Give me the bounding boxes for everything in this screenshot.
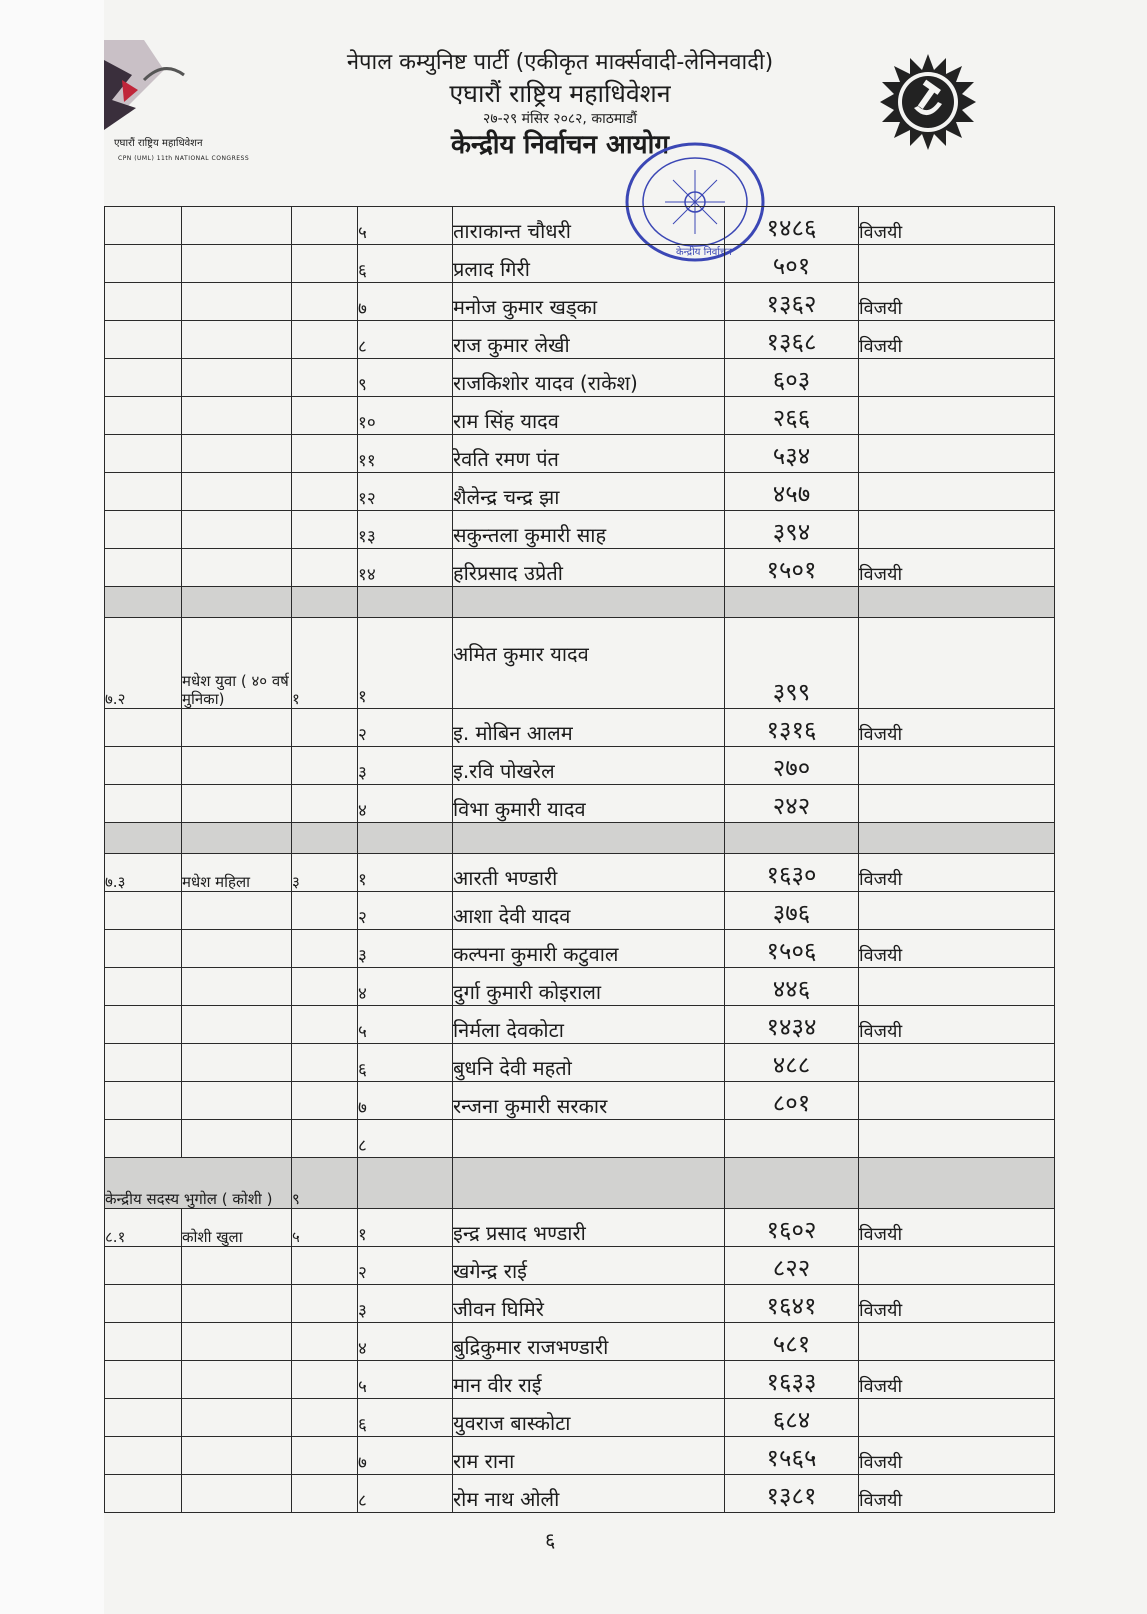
table-row — [105, 1209, 1055, 1247]
serial-number: ७ — [358, 1082, 453, 1120]
logo-caption: एघारौं राष्ट्रिय महाधिवेशन — [114, 138, 203, 149]
vote-count: ५८१ — [725, 1323, 859, 1361]
vote-count: २६६ — [725, 397, 859, 435]
candidate-name: हरिप्रसाद उप्रेती — [453, 549, 725, 587]
convention-logo-graphic — [104, 40, 264, 140]
seat-count: १ — [292, 618, 358, 709]
category-name: कोशी खुला — [182, 1209, 292, 1247]
vote-count: १३८१ — [725, 1475, 859, 1513]
vote-count: ४५७ — [725, 473, 859, 511]
result-status: विजयी — [859, 283, 1055, 321]
result-status — [859, 245, 1055, 283]
candidate-name: राम राना — [453, 1437, 725, 1475]
result-status — [859, 1399, 1055, 1437]
serial-number: १ — [358, 618, 453, 709]
candidate-name: बुद्रिकुमार राजभण्डारी — [453, 1323, 725, 1361]
vote-count: १५०१ — [725, 549, 859, 587]
vote-count: १३६८ — [725, 321, 859, 359]
category-code: ७.२ — [105, 618, 182, 709]
table-row — [105, 511, 1055, 549]
serial-number: ५ — [358, 207, 453, 245]
vote-count: ३७६ — [725, 892, 859, 930]
serial-number: ७ — [358, 283, 453, 321]
candidate-name: इ.रवि पोखरेल — [453, 747, 725, 785]
result-status — [859, 1120, 1055, 1158]
result-status: विजयी — [859, 1475, 1055, 1513]
category-code: ८.१ — [105, 1209, 182, 1247]
result-status — [859, 1044, 1055, 1082]
serial-number: १३ — [358, 511, 453, 549]
section-separator — [105, 823, 1055, 854]
seat-count: ५ — [292, 1209, 358, 1247]
serial-number: ५ — [358, 1361, 453, 1399]
group-label: केन्द्रीय सदस्य भुगोल ( कोशी ) — [105, 1158, 292, 1209]
table-row — [105, 435, 1055, 473]
vote-count: १६३३ — [725, 1361, 859, 1399]
vote-count: १६०२ — [725, 1209, 859, 1247]
candidate-name: आशा देवी यादव — [453, 892, 725, 930]
stamp-text: केन्द्रीय निर्वाचन — [676, 247, 732, 258]
vote-count: १५६५ — [725, 1437, 859, 1475]
table-row — [105, 1437, 1055, 1475]
table-row — [105, 618, 1055, 709]
serial-number: ६ — [358, 1399, 453, 1437]
candidate-name: रन्जना कुमारी सरकार — [453, 1082, 725, 1120]
table-row — [105, 1120, 1055, 1158]
category-code: ७.३ — [105, 854, 182, 892]
vote-count: १३६२ — [725, 283, 859, 321]
candidate-name: रोम नाथ ओली — [453, 1475, 725, 1513]
vote-count: ६०३ — [725, 359, 859, 397]
serial-number: ३ — [358, 1285, 453, 1323]
commission-title: केन्द्रीय निर्वाचन आयोग — [450, 130, 670, 160]
group-header-row — [105, 1158, 1055, 1209]
serial-number: ८ — [358, 1475, 453, 1513]
serial-number: ७ — [358, 1437, 453, 1475]
candidate-name — [453, 1120, 725, 1158]
serial-number: ५ — [358, 1006, 453, 1044]
result-status — [859, 618, 1055, 709]
vote-count: २४२ — [725, 785, 859, 823]
serial-number: ८ — [358, 321, 453, 359]
table-row — [105, 1044, 1055, 1082]
serial-number: ११ — [358, 435, 453, 473]
result-status — [859, 397, 1055, 435]
serial-number: ९ — [358, 359, 453, 397]
serial-number: ४ — [358, 1323, 453, 1361]
serial-number: १२ — [358, 473, 453, 511]
vote-count: १४३४ — [725, 1006, 859, 1044]
serial-number: ४ — [358, 785, 453, 823]
result-status — [859, 511, 1055, 549]
table-row — [105, 1006, 1055, 1044]
candidate-name: इन्द्र प्रसाद भण्डारी — [453, 1209, 725, 1247]
result-status — [859, 359, 1055, 397]
table-row — [105, 747, 1055, 785]
candidate-name: दुर्गा कुमारी कोइराला — [453, 968, 725, 1006]
candidate-name: जीवन घिमिरे — [453, 1285, 725, 1323]
table-row — [105, 785, 1055, 823]
table-row — [105, 930, 1055, 968]
serial-number: ४ — [358, 968, 453, 1006]
vote-count: १६४१ — [725, 1285, 859, 1323]
serial-number: ६ — [358, 1044, 453, 1082]
vote-count: १३१६ — [725, 709, 859, 747]
candidate-name: अमित कुमार यादव — [453, 618, 725, 709]
result-status — [859, 1323, 1055, 1361]
table-row — [105, 473, 1055, 511]
candidate-name: मनोज कुमार खड्का — [453, 283, 725, 321]
table-row — [105, 854, 1055, 892]
table-row — [105, 1323, 1055, 1361]
group-seat-count: ९ — [292, 1158, 358, 1209]
candidate-name: निर्मला देवकोटा — [453, 1006, 725, 1044]
candidate-name: आरती भण्डारी — [453, 854, 725, 892]
candidate-name: विभा कुमारी यादव — [453, 785, 725, 823]
serial-number: २ — [358, 709, 453, 747]
candidate-name: राज कुमार लेखी — [453, 321, 725, 359]
candidate-name: खगेन्द्र राई — [453, 1247, 725, 1285]
result-status: विजयी — [859, 207, 1055, 245]
result-status: विजयी — [859, 1006, 1055, 1044]
result-status — [859, 968, 1055, 1006]
candidate-name: मान वीर राई — [453, 1361, 725, 1399]
category-name: मधेश महिला — [182, 854, 292, 892]
table-row — [105, 1285, 1055, 1323]
table-row — [105, 1082, 1055, 1120]
vote-count: ८०१ — [725, 1082, 859, 1120]
table-row — [105, 397, 1055, 435]
seat-count: ३ — [292, 854, 358, 892]
table-row — [105, 283, 1055, 321]
result-status — [859, 1247, 1055, 1285]
candidate-name: कल्पना कुमारी कटुवाल — [453, 930, 725, 968]
table-row — [105, 245, 1055, 283]
convention-title: एघारौं राष्ट्रिय महाधिवेशन — [449, 79, 671, 108]
page-edge — [0, 0, 104, 1614]
candidate-name: रेवति रमण पंत — [453, 435, 725, 473]
convention-logo — [104, 40, 264, 180]
candidate-name: युवराज बास्कोटा — [453, 1399, 725, 1437]
candidate-name: सकुन्तला कुमारी साह — [453, 511, 725, 549]
section-separator — [105, 587, 1055, 618]
serial-number: २ — [358, 892, 453, 930]
result-status: विजयी — [859, 1285, 1055, 1323]
election-results-table — [104, 206, 1055, 1513]
table-row — [105, 321, 1055, 359]
vote-count: ४४६ — [725, 968, 859, 1006]
serial-number: २ — [358, 1247, 453, 1285]
party-emblem-icon — [878, 52, 978, 152]
serial-number: १४ — [358, 549, 453, 587]
result-status — [859, 473, 1055, 511]
result-status — [859, 1082, 1055, 1120]
vote-count: ५०१ — [725, 245, 859, 283]
table-row — [105, 1361, 1055, 1399]
table-row — [105, 1475, 1055, 1513]
result-status: विजयी — [859, 1437, 1055, 1475]
result-status: विजयी — [859, 1361, 1055, 1399]
candidate-name: प्रलाद गिरी — [453, 245, 725, 283]
vote-count: ८२२ — [725, 1247, 859, 1285]
vote-count: २७० — [725, 747, 859, 785]
candidate-name: ताराकान्त चौधरी — [453, 207, 725, 245]
vote-count: ५३४ — [725, 435, 859, 473]
result-status: विजयी — [859, 549, 1055, 587]
table-row — [105, 709, 1055, 747]
result-status: विजयी — [859, 854, 1055, 892]
table-row — [105, 1399, 1055, 1437]
vote-count — [725, 1120, 859, 1158]
candidate-name: बुधनि देवी महतो — [453, 1044, 725, 1082]
result-status — [859, 435, 1055, 473]
page-number: ६ — [545, 1528, 556, 1552]
date-place: २७-२९ मंसिर २०८२, काठमाडौं — [483, 111, 637, 127]
result-status: विजयी — [859, 930, 1055, 968]
candidate-name: राजकिशोर यादव (राकेश) — [453, 359, 725, 397]
candidate-name: शैलेन्द्र चन्द्र झा — [453, 473, 725, 511]
result-status: विजयी — [859, 709, 1055, 747]
party-name: नेपाल कम्युनिष्ट पार्टी (एकीकृत मार्क्सवादी-लेनिनवादी) — [346, 50, 774, 75]
serial-number: ३ — [358, 747, 453, 785]
result-status — [859, 785, 1055, 823]
serial-number: १ — [358, 854, 453, 892]
logo-caption-english: CPN (UML) 11th NATIONAL CONGRESS — [118, 155, 250, 162]
vote-count: १४८६ — [725, 207, 859, 245]
table-row — [105, 207, 1055, 245]
vote-count: ६८४ — [725, 1399, 859, 1437]
vote-count: १५०६ — [725, 930, 859, 968]
result-status — [859, 747, 1055, 785]
serial-number: १ — [358, 1209, 453, 1247]
candidate-name: राम सिंह यादव — [453, 397, 725, 435]
vote-count: ३९९ — [725, 618, 859, 709]
candidate-name: इ. मोबिन आलम — [453, 709, 725, 747]
table-row — [105, 359, 1055, 397]
category-name: मधेश युवा ( ४० वर्ष मुनिका) — [182, 618, 292, 709]
result-status — [859, 892, 1055, 930]
serial-number: ६ — [358, 245, 453, 283]
table-row — [105, 1247, 1055, 1285]
vote-count: ४८८ — [725, 1044, 859, 1082]
serial-number: ८ — [358, 1120, 453, 1158]
result-status: विजयी — [859, 321, 1055, 359]
vote-count: १६३० — [725, 854, 859, 892]
table-row — [105, 968, 1055, 1006]
vote-count: ३९४ — [725, 511, 859, 549]
result-status: विजयी — [859, 1209, 1055, 1247]
table-row — [105, 549, 1055, 587]
serial-number: ३ — [358, 930, 453, 968]
table-row — [105, 892, 1055, 930]
serial-number: १० — [358, 397, 453, 435]
